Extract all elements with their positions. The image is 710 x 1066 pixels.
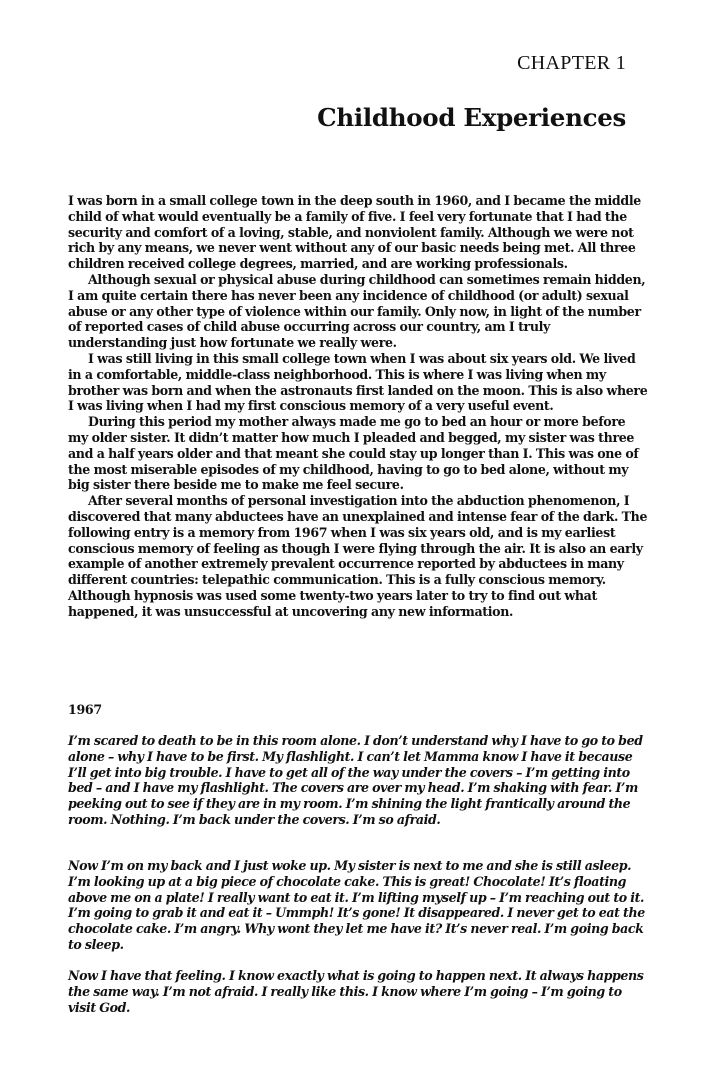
memory-entry xyxy=(68,968,648,1015)
paragraph: I was born in a small college town in the deep south in 1960, and I became the middle child of what would eventually be a family of five. I feel very fortunate that I had the security and comfort of a loving, stable, and nonviolent family. Although we were not rich by any means, we never went without any of our basic needs being met. All three children received college degrees, married, and are working professionals. xyxy=(68,193,641,272)
memory-entry xyxy=(68,733,648,828)
memory-paragraph: Now I’m on my back and I just woke up. My sister is next to me and she is still asleep. I’m looking up at a big piece of chocolate cake. This is great! Chocolate! It’s floating above me on a plate! I really want to eat it. I’m lifting myself up – I’m reaching out to it. I’m going to grab it and eat it – Ummph! It’s gone! It disappeared. I never get to eat the chocolate cake. I’m angry. Why wont they let me have it? It’s never real. I’m going back to sleep. xyxy=(68,858,645,952)
chapter-title: Childhood Experiences xyxy=(317,103,626,132)
memory-paragraph: Now I have that feeling. I know exactly what is going to happen next. It always happens the same way. I’m not afraid. I really like this. I know where I’m going – I’m going to visit God. xyxy=(68,968,644,1015)
paragraph: After several months of personal investigation into the abduction phenomenon, I discovered that many abductees have an unexplained and intense fear of the dark. The following entry is a memory from 1967 when I was six years old, and is my earliest conscious memory of feeling as though I were flying through the air. It is also an early example of another extremely prevalent occurrence reported by abductees in many different countries: telepathic communication. This is a fully conscious memory. Although hypnosis was used some twenty-two years later to try to find out what happened, it was unsuccessful at uncovering any new information. xyxy=(68,493,648,619)
memory-entry xyxy=(68,858,648,953)
paragraph: During this period my mother always made me go to bed an hour or more before my older sister. It didn’t matter how much I pleaded and begged, my sister was three and a half years older and that meant she could stay up longer than I. This was one of the most miserable episodes of my childhood, having to go to bed alone, without my big sister there beside me to make me feel secure. xyxy=(68,414,639,493)
memory-date-heading: 1967 xyxy=(68,702,102,717)
paragraph: I was still living in this small college town when I was about six years old. We lived in a comfortable, middle-class neighborhood. This is where I was living when my brother was born and when the astronauts first landed on the moon. This is also where I was living when I had my first conscious memory of a very useful event. xyxy=(68,350,648,414)
chapter-body xyxy=(68,193,648,620)
paragraph: Although sexual or physical abuse during childhood can sometimes remain hidden, I am quite certain there has never been any incidence of childhood (or adult) sexual abuse or any other type of violence within our family. Only now, in light of the number of reported cases of child abuse occurring across our country, am I truly understanding just how fortunate we really were. xyxy=(68,271,646,351)
memory-paragraph: I’m scared to death to be in this room alone. I don’t understand why I have to go to bed alone – why I have to be first. My flashlight. I can’t let Mamma know I have it because I’ll get into big trouble. I have to get all of the way under the covers – I’m getting into bed – and I have my flashlight. The covers are over my head. I’m shaking with fear. I’m peeking out to see if they are in my room. I’m shining the light frantically around the room. Nothing. I’m back under the covers. I’m so afraid. xyxy=(68,733,643,827)
chapter-label: CHAPTER 1 xyxy=(517,52,626,74)
